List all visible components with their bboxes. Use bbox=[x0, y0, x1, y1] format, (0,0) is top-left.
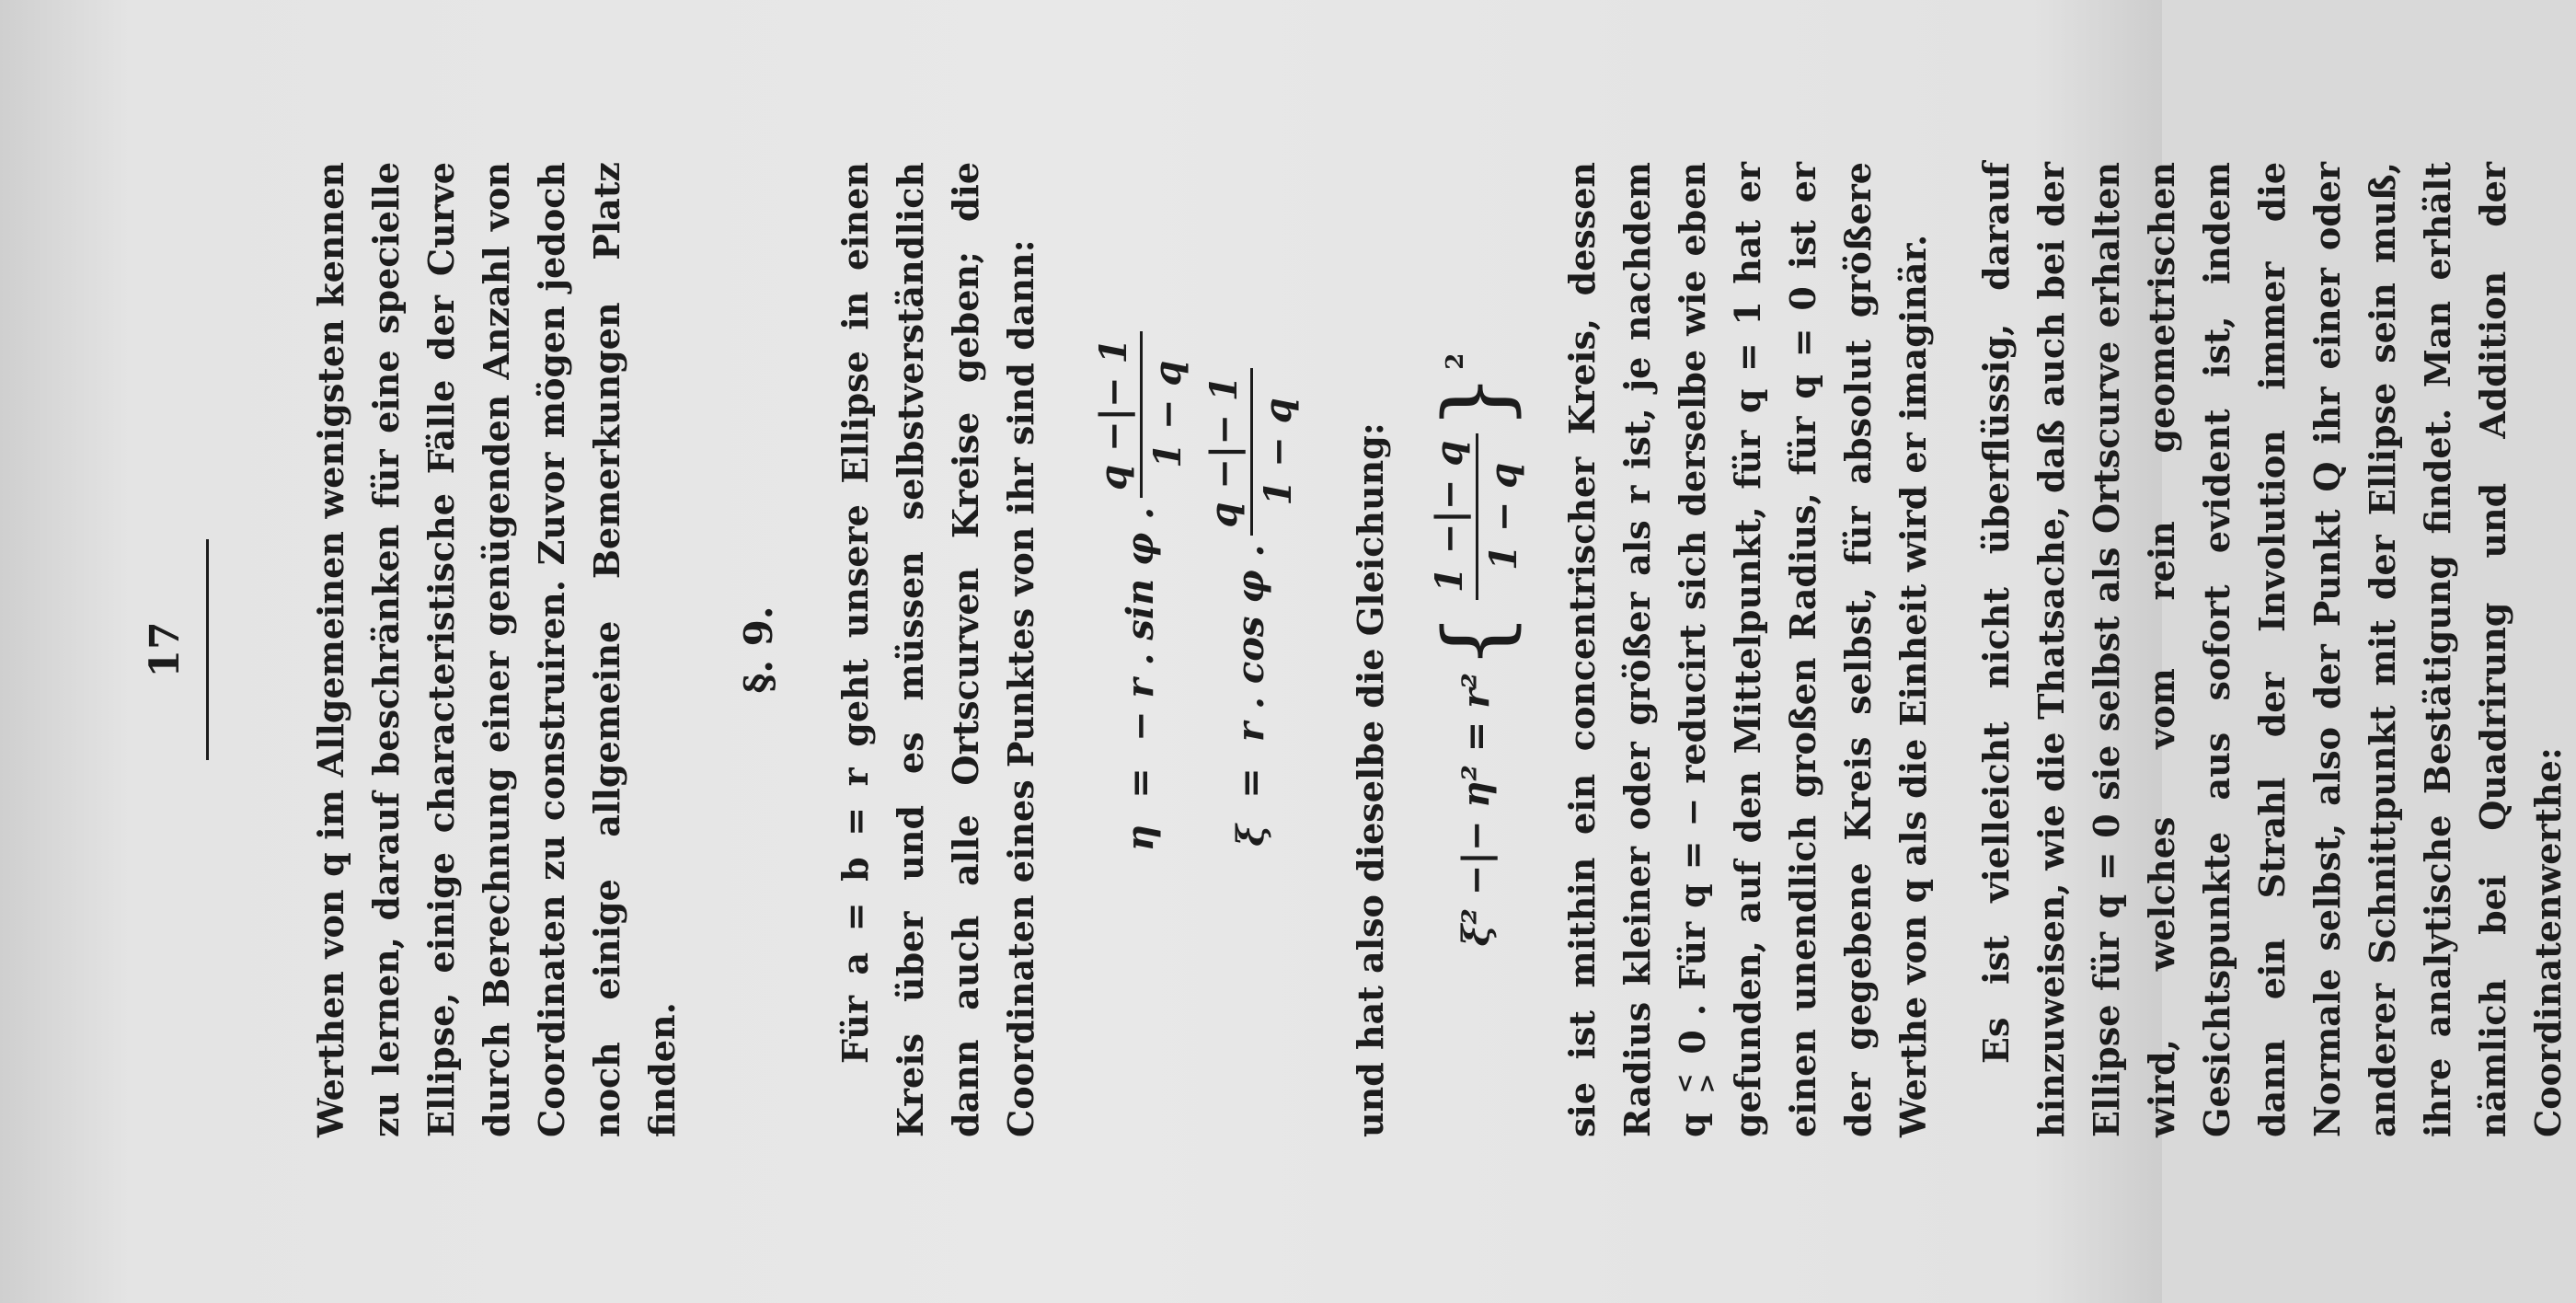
fraction-denominator: 1 − q bbox=[1256, 398, 1300, 506]
fraction-denominator: 1 − q bbox=[1145, 360, 1190, 468]
less-greater-symbol bbox=[1671, 1073, 1721, 1094]
exponent: 2 bbox=[1442, 352, 1469, 370]
formula-xi-rhs bbox=[1202, 368, 1301, 742]
fraction-numerator: 1 −|− q bbox=[1428, 433, 1478, 600]
greater-than-sign: > bbox=[1693, 1073, 1721, 1094]
paragraph-4 bbox=[1555, 162, 1941, 1137]
formula-xi-equals: = bbox=[1229, 767, 1272, 799]
paragraph-1: Werthen von q im Allgemeinen wenigsten kennen zu lernen, darauf beschränken für eine specielle Ellipse, einige characteristische Fälle der Curve durch Berechnung einer genügenden Anzahl von Coordinaten zu construiren. Zuvor mögen jedoch noch einige allgemeine Bemerkungen Platz finden. bbox=[310, 162, 683, 1137]
fraction-denominator: 1 − q bbox=[1481, 462, 1525, 571]
open-brace: { bbox=[1425, 613, 1528, 670]
formula-eta-equals: = bbox=[1119, 767, 1162, 799]
formula-eta-rhs bbox=[1092, 331, 1190, 742]
paragraph-4-start: sie ist mithin ein concentrischer Kreis, dessen Radius kleiner oder größer als r ist, je nachdem q bbox=[1561, 162, 1713, 1137]
paragraph-5: Es ist vielleicht nicht überflüssig, darauf hinzuweisen, wie die Thatsache, daß auch bei der Ellipse für q = 0 sie selbst als Ortscurve erhalten wird, welches vom rein geometrischen Gesichtspunkte aus sofort evident ist, indem dann ein Strahl der Involution immer die Normale selbst, also der Punkt Q ihr einer oder anderer Schnittpunkt mit der Ellipse sein muß, ihre analytische Bestätigung findet. Man erhält nämlich bei Quadrirung und Addition der Coordinatenwerthe: bbox=[1975, 162, 2569, 1137]
paragraph-2: Für a = b = r geht unsere Ellipse in einen Kreis über und es müssen selbstverständlich dann auch alle Ortscurven Kreise geben; die Coordinaten eines Punktes von ihr sind dann: bbox=[834, 162, 1041, 1137]
fraction-numerator: q −|− 1 bbox=[1092, 331, 1143, 498]
page-body bbox=[304, 162, 2576, 1137]
close-brace: } bbox=[1425, 373, 1528, 430]
circle-equation-lhs: ξ² −|− η² = r² bbox=[1455, 673, 1498, 947]
formula-eta-fraction bbox=[1092, 331, 1190, 498]
coordinate-formulas bbox=[1086, 162, 1306, 1137]
paragraph-3: und hat also dieselbe die Gleichung: bbox=[1350, 422, 1391, 1137]
fraction-numerator: q −|− 1 bbox=[1202, 368, 1253, 535]
circle-equation-fraction bbox=[1428, 433, 1526, 600]
circle-equation bbox=[1417, 162, 1536, 1137]
page-number: 17 bbox=[142, 621, 189, 678]
paragraph-4-end: 0 . Für q = − reducirt sich derselbe wie eben gefunden, auf den Mittelpunkt, für q = 1 hat er einen unendlich großen Radius, für q = 0 ist er der gegebene Kreis selbst, für absolut größere Werthe von q als die Einheit wird er imaginär. bbox=[1672, 161, 1934, 1137]
formula-eta-factor: − r . sin φ . bbox=[1119, 506, 1162, 742]
section-heading: §. 9. bbox=[736, 605, 781, 694]
header-rule bbox=[206, 539, 209, 760]
page-header bbox=[138, 162, 258, 1137]
formula-xi bbox=[1196, 162, 1306, 1137]
formula-xi-factor: r . cos φ . bbox=[1229, 544, 1272, 742]
formula-eta bbox=[1086, 162, 1196, 1137]
formula-xi-lhs: ξ bbox=[1229, 824, 1272, 847]
formula-xi-fraction bbox=[1202, 368, 1301, 535]
formula-eta-lhs: η bbox=[1119, 824, 1162, 852]
less-than-sign: < bbox=[1671, 1073, 1699, 1094]
